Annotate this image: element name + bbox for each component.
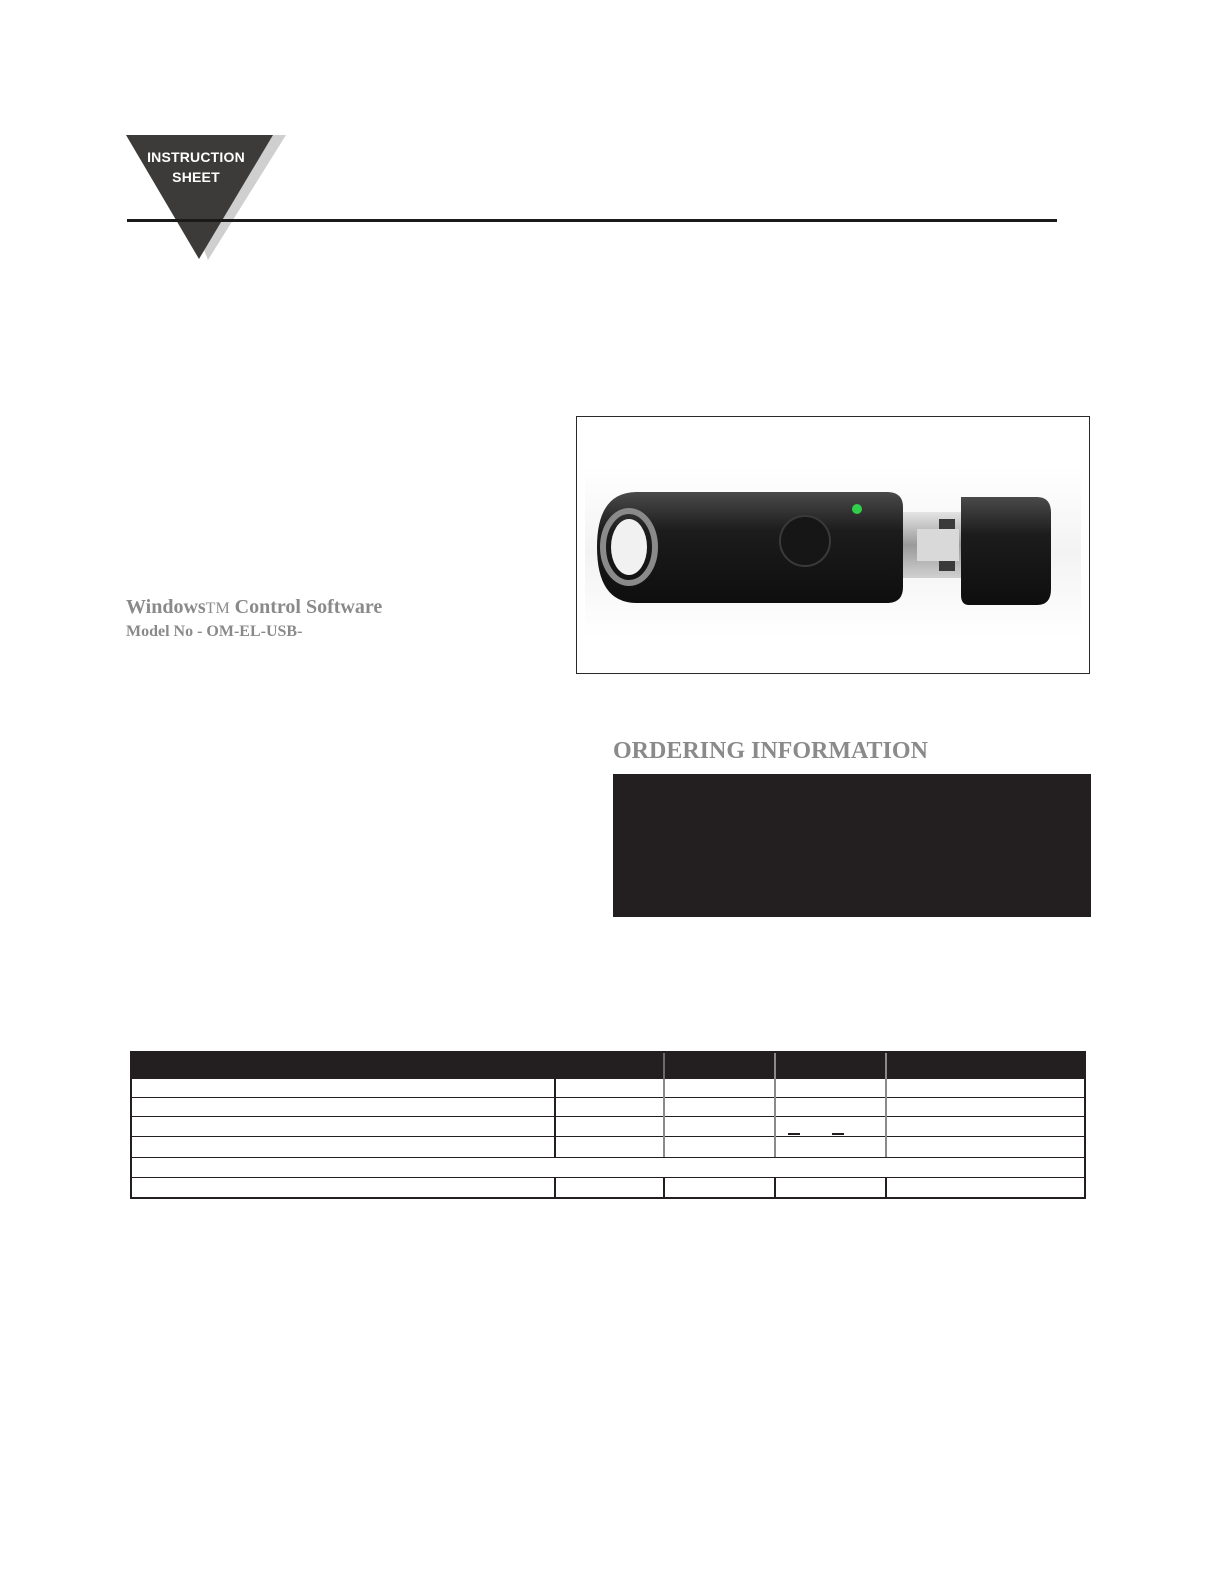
header-rule bbox=[127, 219, 1057, 222]
usb-data-logger-image bbox=[577, 417, 1089, 673]
product-photo-frame bbox=[576, 416, 1090, 674]
ordering-information-box bbox=[613, 774, 1091, 917]
table-row bbox=[132, 1136, 1084, 1137]
trademark-mark: TM bbox=[205, 600, 230, 617]
software-title-rest: Control Software bbox=[229, 596, 383, 618]
table-row bbox=[132, 1157, 1084, 1158]
column-divider bbox=[774, 1177, 776, 1197]
ordering-information-heading: ORDERING INFORMATION bbox=[613, 738, 928, 764]
column-divider bbox=[885, 1053, 887, 1157]
table-row bbox=[132, 1097, 1084, 1098]
column-divider bbox=[774, 1053, 776, 1157]
badge-line-sheet: SHEET bbox=[172, 169, 220, 185]
column-divider bbox=[885, 1177, 887, 1197]
column-divider bbox=[554, 1053, 556, 1157]
cell-underline-mark bbox=[832, 1133, 844, 1135]
spec-table-header bbox=[132, 1053, 1084, 1079]
column-divider bbox=[663, 1177, 665, 1197]
spec-table bbox=[130, 1051, 1086, 1199]
column-divider bbox=[663, 1079, 665, 1157]
table-row bbox=[132, 1177, 1084, 1178]
column-divider bbox=[663, 1053, 665, 1079]
column-divider bbox=[554, 1177, 556, 1197]
table-row bbox=[132, 1116, 1084, 1117]
badge-line-instruction: INSTRUCTION bbox=[147, 149, 245, 165]
software-title bbox=[126, 596, 382, 619]
software-title-windows: Windows bbox=[126, 596, 206, 618]
cell-underline-mark bbox=[788, 1133, 800, 1135]
model-number: Model No - OM-EL-USB- bbox=[126, 623, 303, 640]
